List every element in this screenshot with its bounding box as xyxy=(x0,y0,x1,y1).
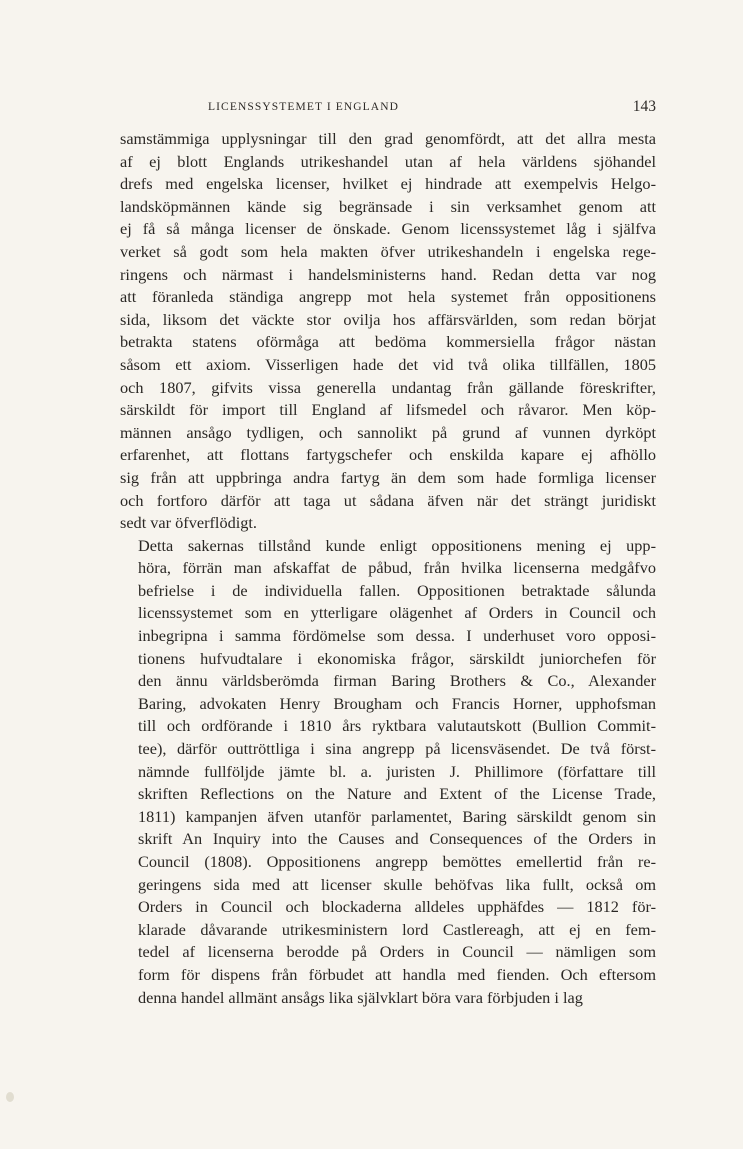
text-line: Detta sakernas tillstånd kunde enligt oppositionens mening ej upp- xyxy=(138,535,656,555)
text-line: sedt var öfverflödigt. xyxy=(120,513,257,533)
text-line: såsom ett axiom. Visserligen hade det vid två olika tillfällen, 1805 xyxy=(120,354,656,374)
text-line: landsköpmännen kände sig begränsade i sin verksamhet genom att xyxy=(120,196,656,216)
text-line: Baring, advokaten Henry Brougham och Francis Horner, upphofsman xyxy=(138,693,656,713)
paragraph xyxy=(120,128,656,535)
text-line: befrielse i de individuella fallen. Oppositionen betraktade sålunda xyxy=(138,580,656,600)
paper-smudge xyxy=(6,1092,14,1102)
text-line: sig från att uppbringa andra fartyg än dem som hade formliga licenser xyxy=(120,467,656,487)
text-line: ringens och närmast i handelsministerns hand. Redan detta var nog xyxy=(120,264,656,284)
text-line: männen ansågo tydligen, och sannolikt på grund af vunnen dyrköpt xyxy=(120,422,656,442)
text-line: särskildt för import till England af lifsmedel och råvaror. Men köp- xyxy=(120,400,656,420)
page-body xyxy=(120,128,656,1009)
text-line: sida, liksom det väckte stor ovilja hos affärsvärlden, som redan börjat xyxy=(120,309,656,329)
page-number: 143 xyxy=(632,98,656,115)
text-line: 1811) kampanjen äfven utanför parlamentet, Baring särskildt genom sin xyxy=(138,806,656,826)
text-line: till och ordförande i 1810 års ryktbara valutautskott (Bullion Commit- xyxy=(138,716,656,736)
text-line: höra, förrän man afskaffat de påbud, från hvilka licenserna medgåfvo xyxy=(138,558,656,578)
text-line: och 1807, gifvits vissa generella undantag från gällande föreskrifter, xyxy=(120,377,656,397)
paragraph xyxy=(120,535,656,1009)
text-line: af ej blott Englands utrikeshandel utan af hela världens sjöhandel xyxy=(120,151,656,171)
text-line: klarade dåvarande utrikesministern lord Castlereagh, att ej en fem- xyxy=(138,919,656,939)
text-line: verket så godt som hela makten öfver utrikeshandeln i engelska rege- xyxy=(120,241,656,261)
text-line: Council (1808). Oppositionens angrepp bemöttes emellertid från re- xyxy=(138,852,656,871)
text-line: erfarenhet, att flottans fartygschefer och enskilda kapare ej afhöllo xyxy=(120,445,656,465)
text-line: betrakta statens oförmåga att bedöma kommersiella frågor nästan xyxy=(120,332,656,352)
text-line: geringens sida med att licenser skulle behöfvas lika fullt, också om xyxy=(138,874,656,894)
text-line: samstämmiga upplysningar till den grad genomfördt, att det allra mesta xyxy=(120,129,656,148)
page-header xyxy=(120,98,656,118)
text-line: inbegripna i samma fördömelse som dessa. I underhuset voro opposi- xyxy=(138,626,656,646)
text-line: nämnde fullföljde jämte bl. a. juristen J. Phillimore (författare till xyxy=(138,761,656,781)
text-line: licenssystemet som en ytterligare olägenhet af Orders in Council och xyxy=(138,603,656,623)
text-line: Orders in Council och blockaderna alldeles upphäfdes — 1812 för- xyxy=(138,897,656,917)
text-line: och fortforo därför att taga ut sådana äfven när det strängt juridiskt xyxy=(120,490,656,510)
text-line: skriften Reflections on the Nature and Extent of the License Trade, xyxy=(138,784,656,804)
running-title: LICENSSYSTEMET I ENGLAND xyxy=(208,101,400,113)
text-line: tee), därför outtröttliga i sina angrepp på licensväsendet. De två först- xyxy=(138,739,656,759)
text-line: tionens hufvudtalare i ekonomiska frågor, särskildt juniorchefen för xyxy=(138,648,656,668)
text-line: tedel af licenserna berodde på Orders in Council — nämligen som xyxy=(138,942,656,962)
text-line: att föranleda ständiga angrepp mot hela systemet från oppositionens xyxy=(120,287,656,307)
text-line: den ännu världsberömda firman Baring Brothers & Co., Alexander xyxy=(138,671,656,691)
text-line: skrift An Inquiry into the Causes and Consequences of the Orders in xyxy=(138,829,656,849)
text-line: ej få så många licenser de önskade. Genom licenssystemet låg i själfva xyxy=(120,219,656,239)
text-line: drefs med engelska licenser, hvilket ej hindrade att exempelvis Helgo- xyxy=(120,174,656,194)
text-line: form för dispens från förbudet att handla med fienden. Och eftersom xyxy=(138,964,656,984)
text-line: denna handel allmänt ansågs lika självklart böra vara förbjuden i lag xyxy=(138,987,583,1007)
